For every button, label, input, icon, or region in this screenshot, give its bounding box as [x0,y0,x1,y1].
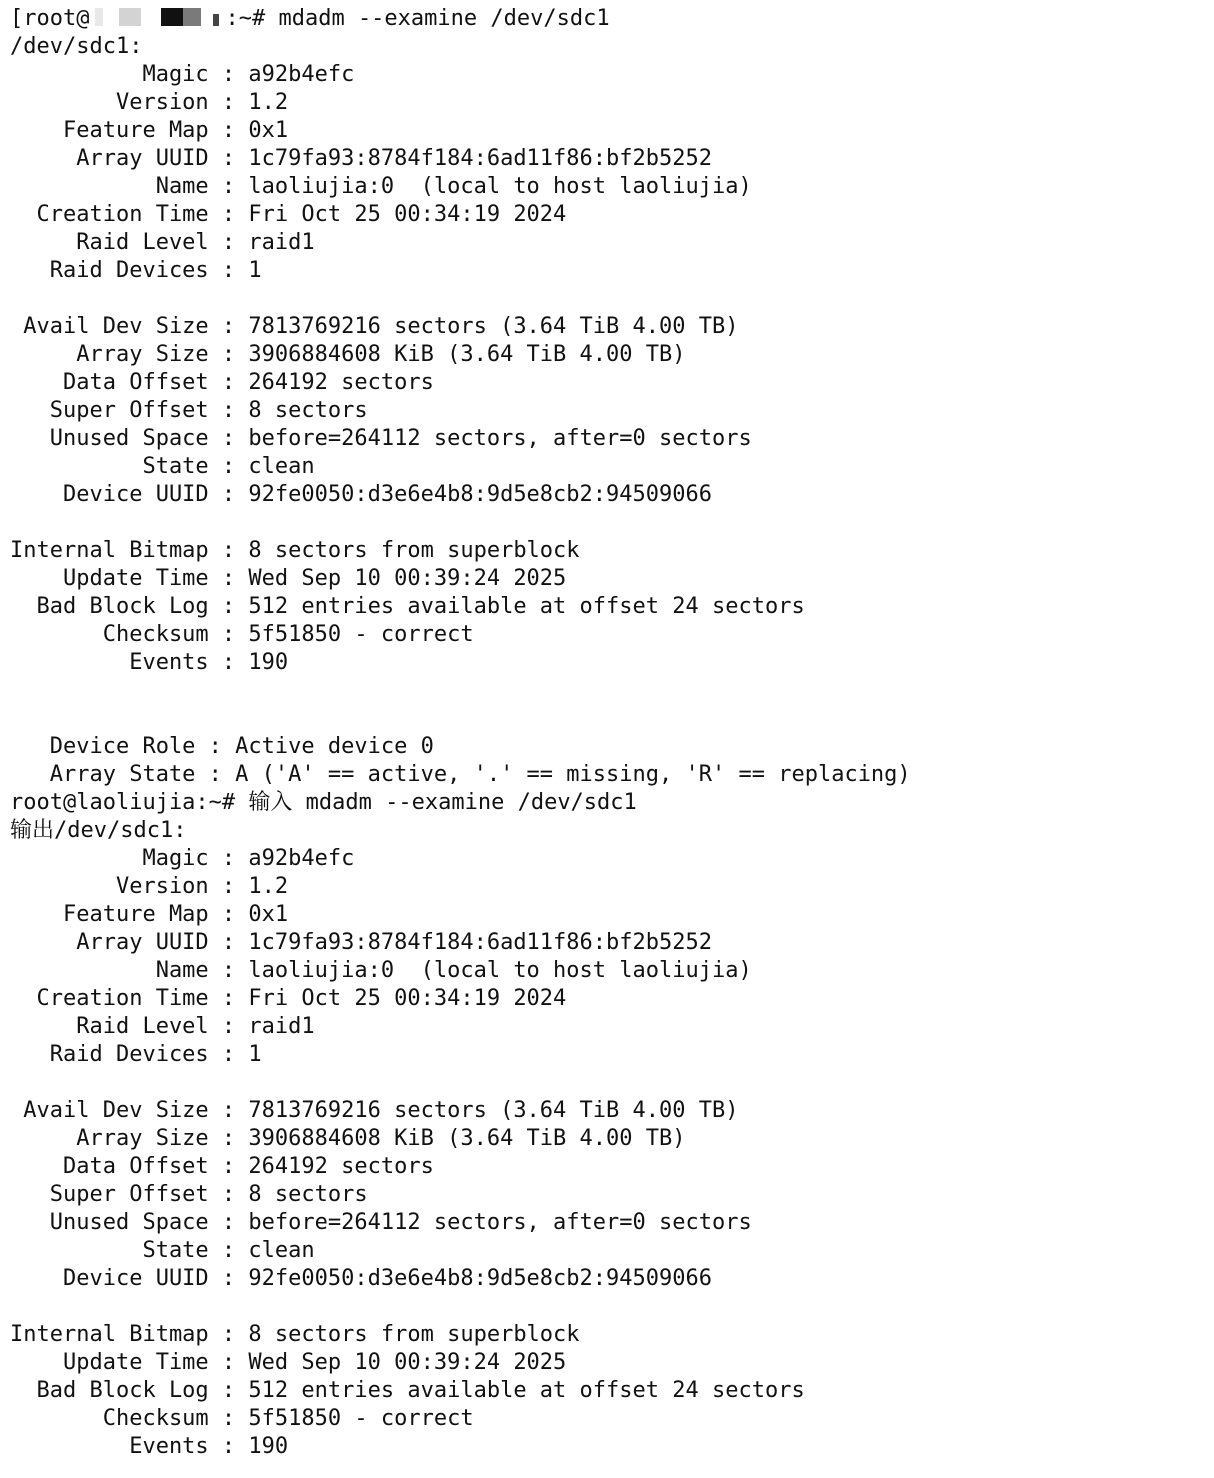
blank-line [10,509,1210,537]
output-line: Name : laoliujia:0 (local to host laoliujia) [10,958,752,983]
output-line: State : clean [10,1238,315,1263]
output-line: Device UUID : 92fe0050:d3e6e4b8:9d5e8cb2:94509066 [10,1266,712,1291]
output-line: Magic : a92b4efc [10,846,355,871]
output-line: Super Offset : 8 sectors [10,1182,368,1207]
output-line: Name : laoliujia:0 (local to host laoliujia) [10,174,752,199]
output-line: Unused Space : before=264112 sectors, after=0 sectors [10,1210,752,1235]
output-line: Internal Bitmap : 8 sectors from superblock [10,538,580,563]
output-line: Events : 190 [10,1434,289,1459]
output-line: Unused Space : before=264112 sectors, after=0 sectors [10,426,752,451]
command-text: mdadm --examine /dev/sdc1 [278,6,610,31]
output-line: Array State : A ('A' == active, '.' == missing, 'R' == replacing) [10,762,911,787]
prompt-path: :~# [225,6,279,31]
terminal-output[interactable] [10,5,1210,1461]
blank-line [10,285,1210,313]
prompt-line [10,5,1210,33]
output-line: Bad Block Log : 512 entries available at offset 24 sectors [10,1378,805,1403]
output-line: Array Size : 3906884608 KiB (3.64 TiB 4.00 TB) [10,342,686,367]
device-header: /dev/sdc1: [10,34,143,59]
output-line: Version : 1.2 [10,874,289,899]
output-line: Feature Map : 0x1 [10,902,289,927]
blank-line [10,1069,1210,1097]
output-line: Update Time : Wed Sep 10 00:39:24 2025 [10,1350,567,1375]
output-line: Update Time : Wed Sep 10 00:39:24 2025 [10,566,567,591]
output-line: Raid Level : raid1 [10,230,315,255]
redacted-hostname [89,6,225,28]
output-line: Data Offset : 264192 sectors [10,370,434,395]
output-line: Array UUID : 1c79fa93:8784f184:6ad11f86:bf2b5252 [10,146,712,171]
output-line: Bad Block Log : 512 entries available at offset 24 sectors [10,594,805,619]
prompt-line: root@laoliujia:~# 输入 mdadm --examine /dev/sdc1 [10,790,637,815]
output-line: Raid Devices : 1 [10,1042,262,1067]
output-line: Raid Devices : 1 [10,258,262,283]
output-line: Events : 190 [10,650,289,675]
prompt-user: [root@ [10,6,90,31]
output-line: Avail Dev Size : 7813769216 sectors (3.64 TiB 4.00 TB) [10,1098,739,1123]
output-line: Raid Level : raid1 [10,1014,315,1039]
output-line: Super Offset : 8 sectors [10,398,368,423]
blank-line [10,677,1210,705]
output-line: Version : 1.2 [10,90,289,115]
output-line: Device Role : Active device 0 [10,734,434,759]
output-line: Data Offset : 264192 sectors [10,1154,434,1179]
output-line: Internal Bitmap : 8 sectors from superblock [10,1322,580,1347]
output-line: Creation Time : Fri Oct 25 00:34:19 2024 [10,986,567,1011]
output-line: Checksum : 5f51850 - correct [10,1406,474,1431]
output-line: Feature Map : 0x1 [10,118,289,143]
output-line: Array UUID : 1c79fa93:8784f184:6ad11f86:bf2b5252 [10,930,712,955]
device-header: 输出/dev/sdc1: [10,818,187,843]
output-line: Checksum : 5f51850 - correct [10,622,474,647]
output-line: Array Size : 3906884608 KiB (3.64 TiB 4.00 TB) [10,1126,686,1151]
output-line: Creation Time : Fri Oct 25 00:34:19 2024 [10,202,567,227]
output-line: Magic : a92b4efc [10,62,355,87]
blank-line [10,1293,1210,1321]
output-line: Device UUID : 92fe0050:d3e6e4b8:9d5e8cb2:94509066 [10,482,712,507]
output-line: State : clean [10,454,315,479]
output-line: Avail Dev Size : 7813769216 sectors (3.64 TiB 4.00 TB) [10,314,739,339]
blank-line [10,705,1210,733]
